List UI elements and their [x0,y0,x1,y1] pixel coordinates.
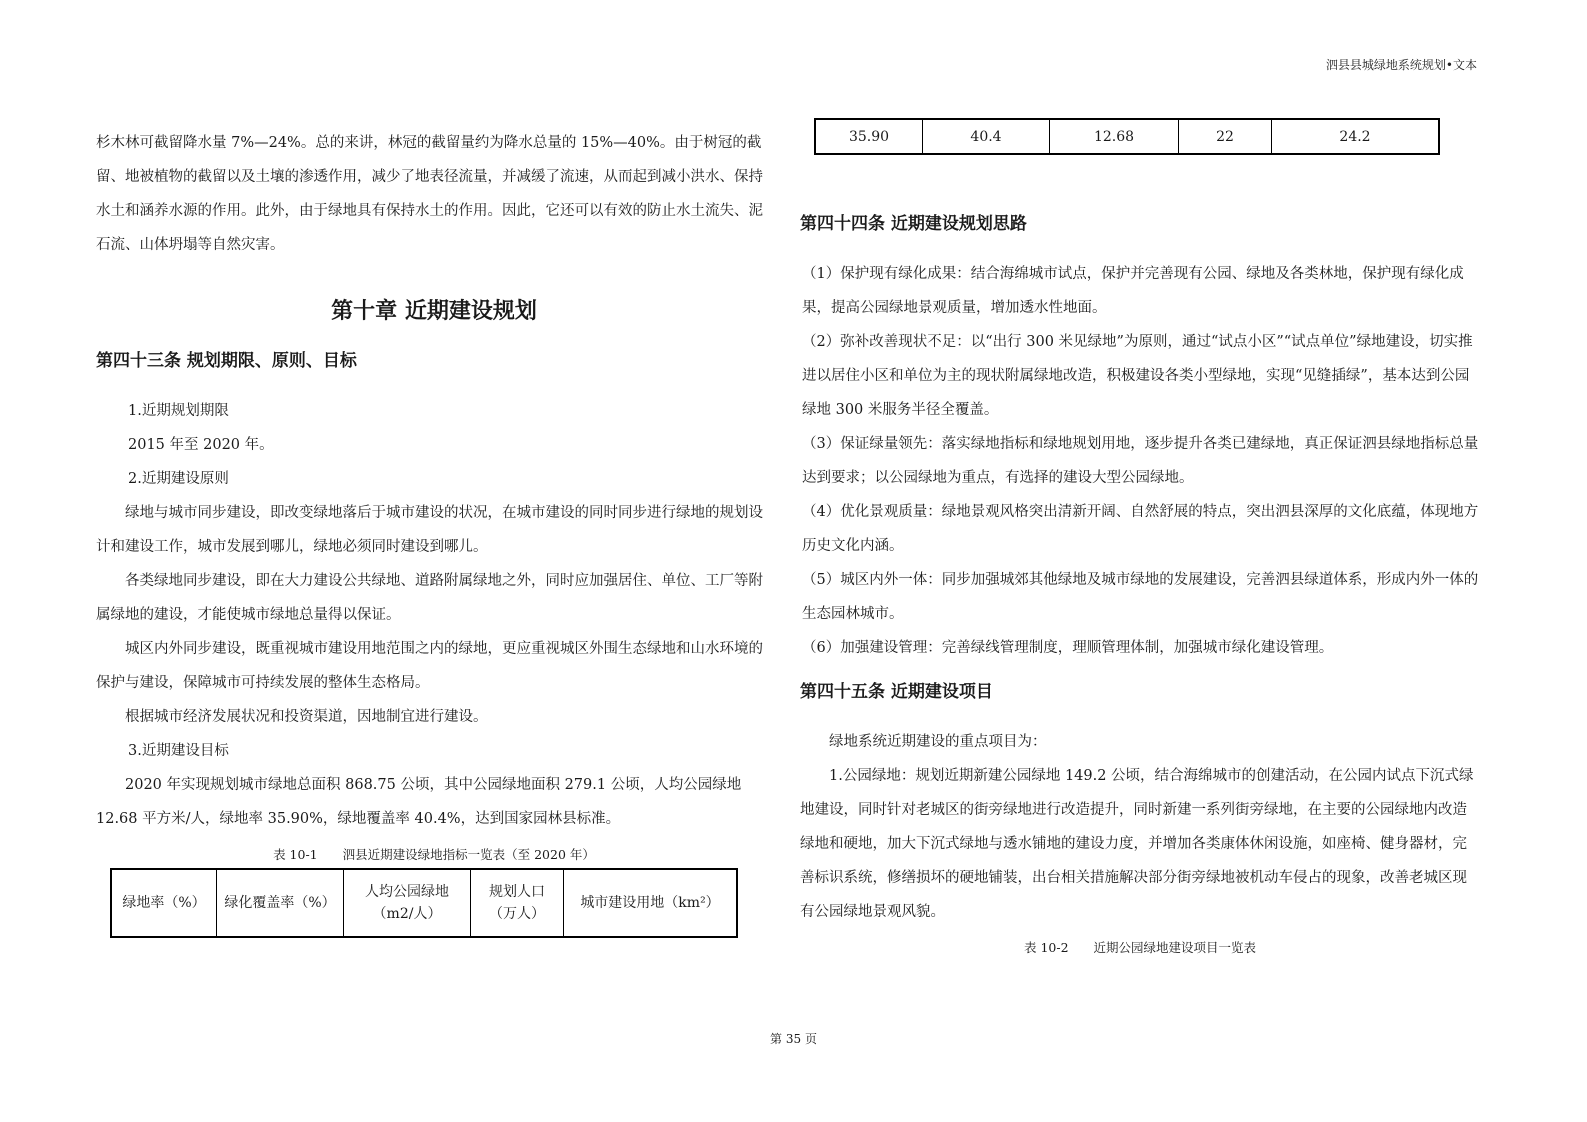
idea-paragraph: （3）保证绿量领先：落实绿地指标和绿地规划用地，逐步提升各类已建绿地，真正保证泗县绿地指标总量达到要求；以公园绿地为重点，有选择的建设大型公园绿地。 [802,436,1479,486]
item-goal-heading: 3.近期建设目标 [128,743,229,759]
item-period-heading: 1.近期规划期限 [128,403,229,419]
table-cell: 40.4 [923,119,1050,154]
header-text: 规划人口 [489,884,545,900]
idea-paragraph: （2）弥补改善现状不足：以“出行 300 米见绿地”为原则，通过“试点小区”“试点单位”绿地建设，切实推进以居住小区和单位为主的现状附属绿地改造，积极建设各类小型绿地，实现“见缝插绿”，基本达到公园绿地 300 米服务半径全覆盖。 [802,334,1473,418]
header-text: 人均公园绿地 [365,884,449,900]
project-paragraph: 1.公园绿地：规划近期新建公园绿地 149.2 公顷，结合海绵城市的创建活动，在公园内试点下沉式绿地建设，同时针对老城区的街旁绿地进行改造提升，同时新建一系列街旁绿地，在主要的公园绿地内改造绿地和硬地，加大下沉式绿地与透水铺地的建设力度，并增加各类康体休闲设施，如座椅、健身器材，完善标识系统，修缮损坏的硬地铺装，出台相关措施解决部分街旁绿地被机动车侵占的现象，改善老城区现有公园绿地景观风貌。 [800,768,1474,920]
table-10-1-values [814,118,1440,155]
principle-paragraph: 城区内外同步建设，既重视城市建设用地范围之内的绿地，更应重视城区外围生态绿地和山水环境的保护与建设，保障城市可持续发展的整体生态格局。 [96,641,763,691]
principle-paragraph: 根据城市经济发展状况和投资渠道，因地制宜进行建设。 [125,709,488,725]
table-cell: 24.2 [1272,119,1440,154]
header-text: 城市建设用地（km²） [580,895,720,911]
table-header-cell [111,869,217,937]
table-header-cell [344,869,471,937]
idea-paragraph: （1）保护现有绿化成果：结合海绵城市试点，保护并完善现有公园、绿地及各类林地，保护现有绿化成果，提高公园绿地景观质量，增加透水性地面。 [802,266,1464,316]
article-44-title: 第四十四条 近期建设规划思路 [800,214,1027,234]
period-text: 2015 年至 2020 年。 [128,437,274,453]
header-unit: （万人） [489,906,545,922]
table-10-1-header [110,868,738,938]
header-unit: （m2/人） [372,906,442,922]
table-header-cell [564,869,738,937]
table-cell: 35.90 [815,119,923,154]
table-cell: 12.68 [1050,119,1179,154]
idea-paragraph: （4）优化景观质量：绿地景观风格突出清新开阔、自然舒展的特点，突出泗县深厚的文化底蕴，体现地方历史文化内涵。 [802,504,1479,554]
principle-paragraph: 绿地与城市同步建设，即改变绿地落后于城市建设的状况，在城市建设的同时同步进行绿地的规划设计和建设工作，城市发展到哪儿，绿地必须同时建设到哪儿。 [96,505,763,555]
right-column [800,118,1480,959]
chapter-title: 第十章 近期建设规划 [331,299,537,324]
article-43-title: 第四十三条 规划期限、原则、目标 [96,351,357,371]
left-column [96,126,772,938]
intro-paragraph: 杉木林可截留降水量 7%—24%。总的来讲，林冠的截留量约为降水总量的 15%—40%。由于树冠的截留、地被植物的截留以及土壤的渗透作用，减少了地表径流量，并减缓了流速，从而起到减小洪水、保持水土和涵养水源的作用。此外，由于绿地具有保持水土的作用。因此，它还可以有效的防止水土流失、泥石流、山体坍塌等自然灾害。 [96,135,763,253]
header-text: 绿化覆盖率（%） [224,895,336,911]
table-10-1-caption: 表 10-1 泗县近期建设绿地指标一览表（至 2020 年） [273,847,595,862]
projects-intro: 绿地系统近期建设的重点项目为： [829,734,1047,750]
table-header-row [111,869,737,937]
running-header: 泗县县城绿地系统规划•文本 [1325,58,1477,72]
header-text: 绿地率（%） [122,895,206,911]
table-row [815,119,1439,154]
table-10-2-caption: 表 10-2 近期公园绿地建设项目一览表 [1023,940,1257,955]
goal-paragraph: 2020 年实现规划城市绿地总面积 868.75 公顷，其中公园绿地面积 279.1 公顷，人均公园绿地 12.68 平方米/人，绿地率 35.90%，绿地覆盖率 40.4%，达到国家园林县标准。 [96,777,742,827]
table-header-cell [217,869,344,937]
article-45-title: 第四十五条 近期建设项目 [800,682,993,702]
idea-paragraph: （6）加强建设管理：完善绿线管理制度，理顺管理体制，加强城市绿化建设管理。 [802,640,1334,656]
item-principles-heading: 2.近期建设原则 [128,471,229,487]
table-cell: 22 [1179,119,1272,154]
table-header-cell [471,869,564,937]
page-number: 第 35 页 [770,1032,817,1046]
principle-paragraph: 各类绿地同步建设，即在大力建设公共绿地、道路附属绿地之外，同时应加强居住、单位、工厂等附属绿地的建设，才能使城市绿地总量得以保证。 [96,573,763,623]
idea-paragraph: （5）城区内外一体：同步加强城郊其他绿地及城市绿地的发展建设，完善泗县绿道体系，形成内外一体的生态园林城市。 [802,572,1479,622]
